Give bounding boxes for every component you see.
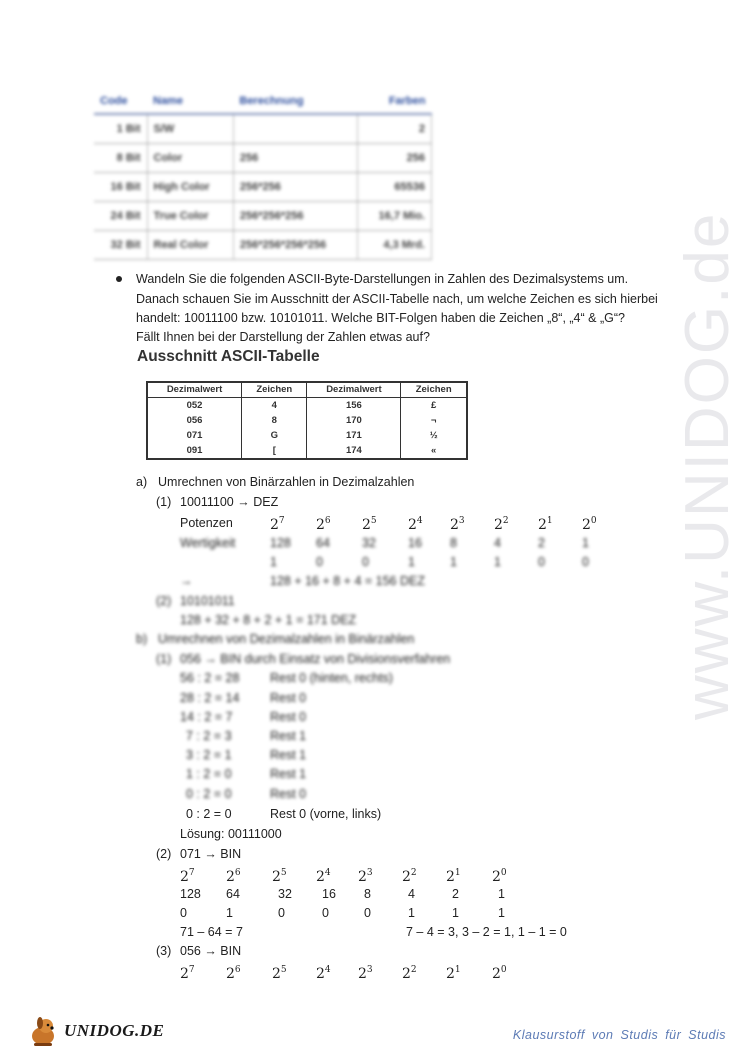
power-term: $2^1$ [446, 965, 461, 982]
power-term: $2^1$ [446, 868, 461, 885]
division-rest: Rest 1 [270, 767, 307, 781]
table-cell: 1 [450, 555, 457, 569]
table-cell: 1 [408, 555, 415, 569]
table-header: Zeichen [401, 382, 467, 397]
table-cell: Real Color [147, 230, 233, 259]
logo-text: UNIDOG.DE [64, 1021, 165, 1040]
power-term: $2^6$ [226, 965, 241, 982]
power-term: $2^0$ [582, 516, 597, 533]
table-cell: 2 [452, 887, 459, 901]
table-header: Dezimalwert [147, 382, 242, 397]
division-term: 14 : 2 = 7 [180, 710, 233, 724]
wertigkeit-label: Wertigkeit [180, 536, 236, 550]
table-cell: 256*256*256 [233, 201, 357, 230]
division-term: 1 : 2 = 0 [186, 767, 232, 781]
division-rest: Rest 0 [270, 710, 307, 724]
table-cell: 1 [498, 906, 505, 920]
table-cell: 32 [362, 536, 376, 550]
step-title: 056 → BIN durch Einsatz von Divisionsverfahren [180, 652, 451, 666]
table-cell: 8 [450, 536, 457, 550]
division-term: 0 : 2 = 0 [186, 787, 232, 801]
table-cell: 0 [582, 555, 589, 569]
table-cell: 4 [408, 887, 415, 901]
step-title: 056 → BIN [180, 944, 242, 958]
table-cell: 1 Bit [94, 114, 147, 143]
power-term: $2^6$ [316, 516, 331, 533]
table-cell: 071 [147, 428, 242, 444]
unidog-logo [26, 1014, 164, 1048]
power-term: $2^2$ [494, 516, 509, 533]
table-cell: 1 [226, 906, 233, 920]
table-cell: 056 [147, 413, 242, 429]
table-cell: 16 Bit [94, 172, 147, 201]
division-rest: Rest 0 [270, 691, 307, 705]
table-row [94, 230, 432, 259]
table-row [147, 428, 467, 444]
table-header: Zeichen [242, 382, 307, 397]
power-term: $2^4$ [316, 965, 331, 982]
table-cell: 8 Bit [94, 143, 147, 172]
table-cell: 2 [538, 536, 545, 550]
task-line: Wandeln Sie die folgenden ASCII-Byte-Darstellungen in Zahlen des Dezimalsystems um. [136, 272, 629, 286]
power-term: $2^5$ [362, 516, 377, 533]
task-line: Fällt Ihnen bei der Darstellung der Zahlen etwas auf? [136, 330, 430, 344]
table-cell: 256*256*256*256 [233, 230, 357, 259]
table-cell: 32 Bit [94, 230, 147, 259]
solution-result: Lösung: 00111000 [180, 827, 282, 841]
table-cell: 0 [364, 906, 371, 920]
power-term: $2^0$ [492, 868, 507, 885]
table-row [94, 143, 432, 172]
table-cell: 8 [242, 413, 307, 429]
table-cell: 0 [538, 555, 545, 569]
section-label: a) [136, 475, 148, 489]
table-header: Farben [357, 88, 431, 114]
table-cell: ¬ [401, 413, 467, 429]
table-row [147, 444, 467, 460]
table-row [94, 172, 432, 201]
table-cell: 0 [322, 906, 329, 920]
table-cell: 1 [452, 906, 459, 920]
table-row [147, 397, 467, 413]
table-header: Name [147, 88, 233, 114]
table-cell: 24 Bit [94, 201, 147, 230]
section-title: Umrechnen von Binärzahlen in Dezimalzahlen [158, 475, 415, 489]
power-term: $2^0$ [492, 965, 507, 982]
table-cell: 65536 [357, 172, 431, 201]
table-cell: High Color [147, 172, 233, 201]
division-rest: Rest 0 (hinten, rechts) [270, 671, 393, 685]
table-row [147, 413, 467, 429]
power-term: $2^4$ [408, 516, 423, 533]
table-header: Berechnung [233, 88, 357, 114]
table-cell: ½ [401, 428, 467, 444]
table-cell: 1 [494, 555, 501, 569]
power-term: $2^3$ [358, 965, 373, 982]
division-term: 0 : 2 = 0 [186, 807, 232, 821]
table-cell: 091 [147, 444, 242, 460]
table-cell: 170 [307, 413, 401, 429]
table-cell: 32 [278, 887, 292, 901]
table-cell: 256*256 [233, 172, 357, 201]
table-cell: 0 [278, 906, 285, 920]
power-term: $2^4$ [316, 868, 331, 885]
table-cell: 156 [307, 397, 401, 413]
step-title: 071 → BIN [180, 847, 242, 861]
table-cell: True Color [147, 201, 233, 230]
division-term: 7 : 2 = 3 [186, 729, 232, 743]
table-cell: 0 [362, 555, 369, 569]
task-line: handelt: 10011100 bzw. 10101011. Welche BIT-Folgen haben die Zeichen „8“, „4“ & „G“? [136, 311, 625, 325]
table-cell [233, 114, 357, 143]
table-header: Code [94, 88, 147, 114]
table-cell: 64 [226, 887, 240, 901]
table-cell: « [401, 444, 467, 460]
power-term: $2^7$ [180, 868, 195, 885]
power-term: $2^2$ [402, 965, 417, 982]
task-line: Danach schauen Sie im Ausschnitt der ASCII-Tabelle nach, um welche Zeichen es sich hierbei [136, 292, 658, 306]
table-cell: 1 [582, 536, 589, 550]
table-cell: 128 [180, 887, 201, 901]
calc-line: 71 – 64 = 7 [180, 925, 243, 939]
table-cell: 052 [147, 397, 242, 413]
table-cell: 0 [316, 555, 323, 569]
step-label: (3) [156, 944, 172, 958]
division-rest: Rest 0 [270, 787, 307, 801]
power-term: $2^6$ [226, 868, 241, 885]
step-label: (2) [156, 594, 172, 608]
step-title: 10101011 [180, 594, 235, 608]
power-term: $2^5$ [272, 868, 287, 885]
section-label: b) [136, 632, 148, 646]
step-label: (1) [156, 652, 172, 666]
step-title: 10011100 → DEZ [180, 495, 279, 509]
step-label: (2) [156, 847, 172, 861]
division-term: 28 : 2 = 14 [180, 691, 240, 705]
table-cell: 16 [322, 887, 336, 901]
step-label: (1) [156, 495, 172, 509]
power-term: $2^1$ [538, 516, 553, 533]
table-cell: G [242, 428, 307, 444]
bullet-icon [116, 276, 122, 282]
color-depth-table [94, 88, 432, 260]
ascii-table [146, 381, 468, 460]
table-cell: 2 [357, 114, 431, 143]
division-rest: Rest 1 [270, 748, 307, 762]
table-cell: 1 [498, 887, 505, 901]
table-cell: Color [147, 143, 233, 172]
table-cell: 8 [364, 887, 371, 901]
table-cell: 256 [357, 143, 431, 172]
power-term: $2^7$ [180, 965, 195, 982]
division-rest: Rest 0 (vorne, links) [270, 807, 382, 821]
dog-icon [26, 1014, 60, 1048]
section-title: Umrechnen von Dezimalzahlen in Binärzahlen [158, 632, 415, 646]
table-cell: 4,3 Mrd. [357, 230, 431, 259]
power-term: $2^5$ [272, 965, 287, 982]
table-row [94, 114, 432, 143]
table-cell: 4 [494, 536, 501, 550]
table-row [94, 201, 432, 230]
table-cell: [ [242, 444, 307, 460]
table-header: Dezimalwert [307, 382, 401, 397]
power-term: $2^2$ [402, 868, 417, 885]
division-term: 3 : 2 = 1 [186, 748, 232, 762]
watermark: www.UNIDOG.de [673, 211, 742, 720]
division-term: 56 : 2 = 28 [180, 671, 240, 685]
table-cell: 256 [233, 143, 357, 172]
table-cell: 64 [316, 536, 330, 550]
power-term: $2^7$ [270, 516, 285, 533]
potenzen-label: Potenzen [180, 516, 233, 530]
table-cell: 128 [270, 536, 291, 550]
sum-line: 128 + 32 + 8 + 2 + 1 = 171 DEZ [180, 613, 357, 627]
sum-line: 128 + 16 + 8 + 4 = 156 DEZ [270, 574, 425, 588]
power-term: $2^3$ [358, 868, 373, 885]
table-cell: 1 [270, 555, 277, 569]
table-cell: £ [401, 397, 467, 413]
table-cell: 16 [408, 536, 422, 550]
table-cell: 4 [242, 397, 307, 413]
table-cell: 174 [307, 444, 401, 460]
table-cell: 171 [307, 428, 401, 444]
calc-line: 7 – 4 = 3, 3 – 2 = 1, 1 – 1 = 0 [406, 925, 567, 939]
table-cell: 1 [408, 906, 415, 920]
ascii-table-title: Ausschnitt ASCII-Tabelle [137, 348, 320, 365]
division-rest: Rest 1 [270, 729, 307, 743]
power-term: $2^3$ [450, 516, 465, 533]
arrow-icon: → [180, 574, 193, 588]
table-cell: 16,7 Mio. [357, 201, 431, 230]
table-cell: S/W [147, 114, 233, 143]
footer-tagline: Klausurstoff von Studis für Studis [512, 1028, 726, 1042]
table-cell: 0 [180, 906, 187, 920]
